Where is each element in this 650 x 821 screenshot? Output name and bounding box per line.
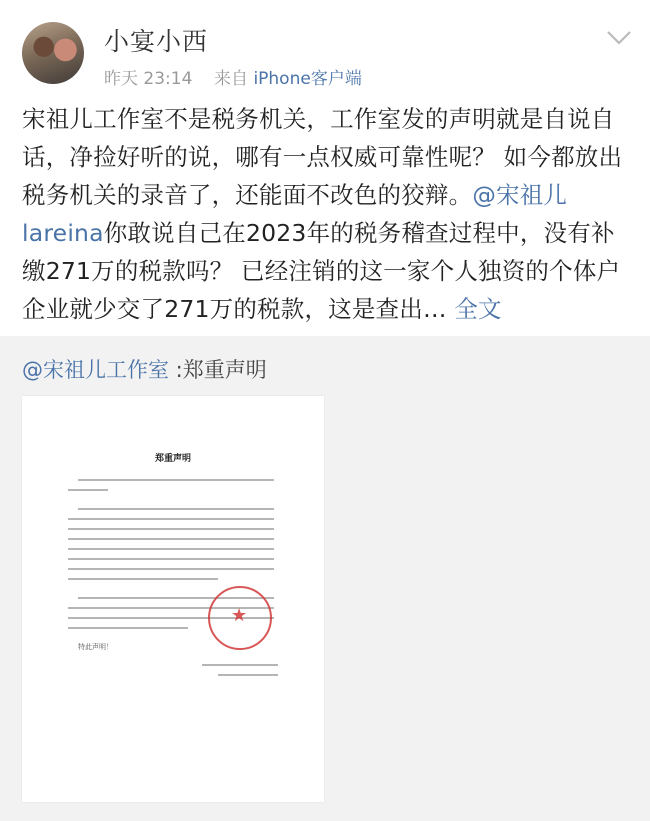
repost-header	[22, 354, 267, 384]
doc-text-line	[78, 479, 274, 481]
doc-signature-line	[202, 664, 278, 666]
doc-text-line	[68, 518, 274, 520]
statement-image[interactable]	[22, 396, 324, 802]
doc-text-line	[68, 538, 274, 540]
mention-link[interactable]: @宋祖儿lareina	[22, 181, 568, 247]
post-text-1: 宋祖儿工作室不是税务机关，工作室发的声明就是自说自话，净捡好听的说，哪有一点权威可靠性呢？ 如今都放出税务机关的录音了，还能面不改色的狡辩。	[22, 105, 623, 209]
repost-mention[interactable]: @宋祖儿工作室	[22, 358, 169, 382]
post-header	[0, 0, 650, 100]
doc-text-line	[68, 528, 274, 530]
repost-card[interactable]	[0, 336, 650, 821]
seal-star-icon: ★	[231, 605, 248, 626]
source-link[interactable]: iPhone客户端	[253, 69, 362, 89]
author-name[interactable]: 小宴小西	[104, 27, 209, 56]
chevron-down-icon[interactable]	[604, 28, 634, 48]
doc-text-line	[68, 489, 108, 491]
doc-text-line	[68, 548, 274, 550]
doc-title: 郑重声明	[154, 454, 191, 464]
repost-title: :郑重声明	[169, 358, 267, 382]
doc-text-line	[68, 568, 274, 570]
expand-link[interactable]: 全文	[446, 295, 502, 323]
post-meta	[104, 64, 362, 89]
doc-text-line	[68, 558, 274, 560]
doc-text-line	[68, 578, 218, 580]
post-body	[22, 100, 632, 328]
doc-text-line	[78, 508, 274, 510]
avatar[interactable]	[22, 22, 84, 84]
post-time: 昨天 23:14	[104, 69, 193, 89]
doc-date-line	[218, 674, 278, 676]
source-prefix: 来自	[214, 69, 249, 89]
doc-closing: 特此声明！	[78, 643, 113, 651]
company-seal	[208, 586, 272, 650]
post-text-2: 你敢说自己在2023年的税务稽查过程中，没有补缴271万的税款吗？ 已经注销的这一家个人独资的个体户企业就少交了271万的税款，这是查出…	[22, 219, 621, 323]
doc-text-line	[68, 627, 188, 629]
